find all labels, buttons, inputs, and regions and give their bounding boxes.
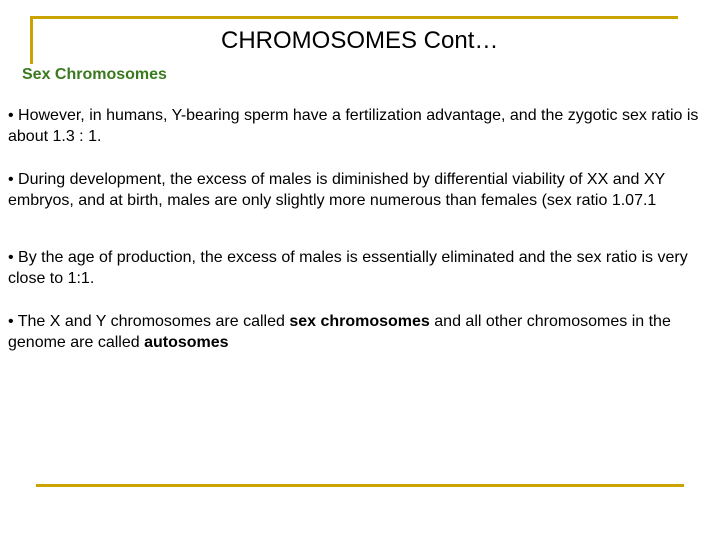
term-sex-chromosomes: sex chromosomes <box>289 313 430 330</box>
term-autosomes: autosomes <box>144 334 229 351</box>
bullet-paragraph-3: • By the age of production, the excess of males is essentially eliminated and the sex ratio is very close to 1:1. <box>8 249 688 287</box>
bullet-paragraph-1: • However, in humans, Y-bearing sperm have a fertilization advantage, and the zygotic sex ratio is about 1.3 : 1. <box>8 107 699 145</box>
paragraph-4-text-1: • The X and Y chromosomes are called <box>8 313 290 330</box>
left-accent-rule <box>30 16 33 64</box>
slide-title: CHROMOSOMES Cont… <box>221 27 499 54</box>
slide-subtitle: Sex Chromosomes <box>22 66 167 83</box>
paragraph-4-text-2: and all other chromosomes in the genome are called <box>8 313 671 351</box>
bottom-accent-rule <box>36 484 684 487</box>
bullet-paragraph-4 <box>8 311 713 353</box>
top-accent-rule <box>30 16 678 19</box>
bullet-paragraph-2: • During development, the excess of males is diminished by differential viability of XX and XY embryos, and at birth, males are only slightly more numerous than females (sex ratio 1.07.1 <box>8 171 665 209</box>
